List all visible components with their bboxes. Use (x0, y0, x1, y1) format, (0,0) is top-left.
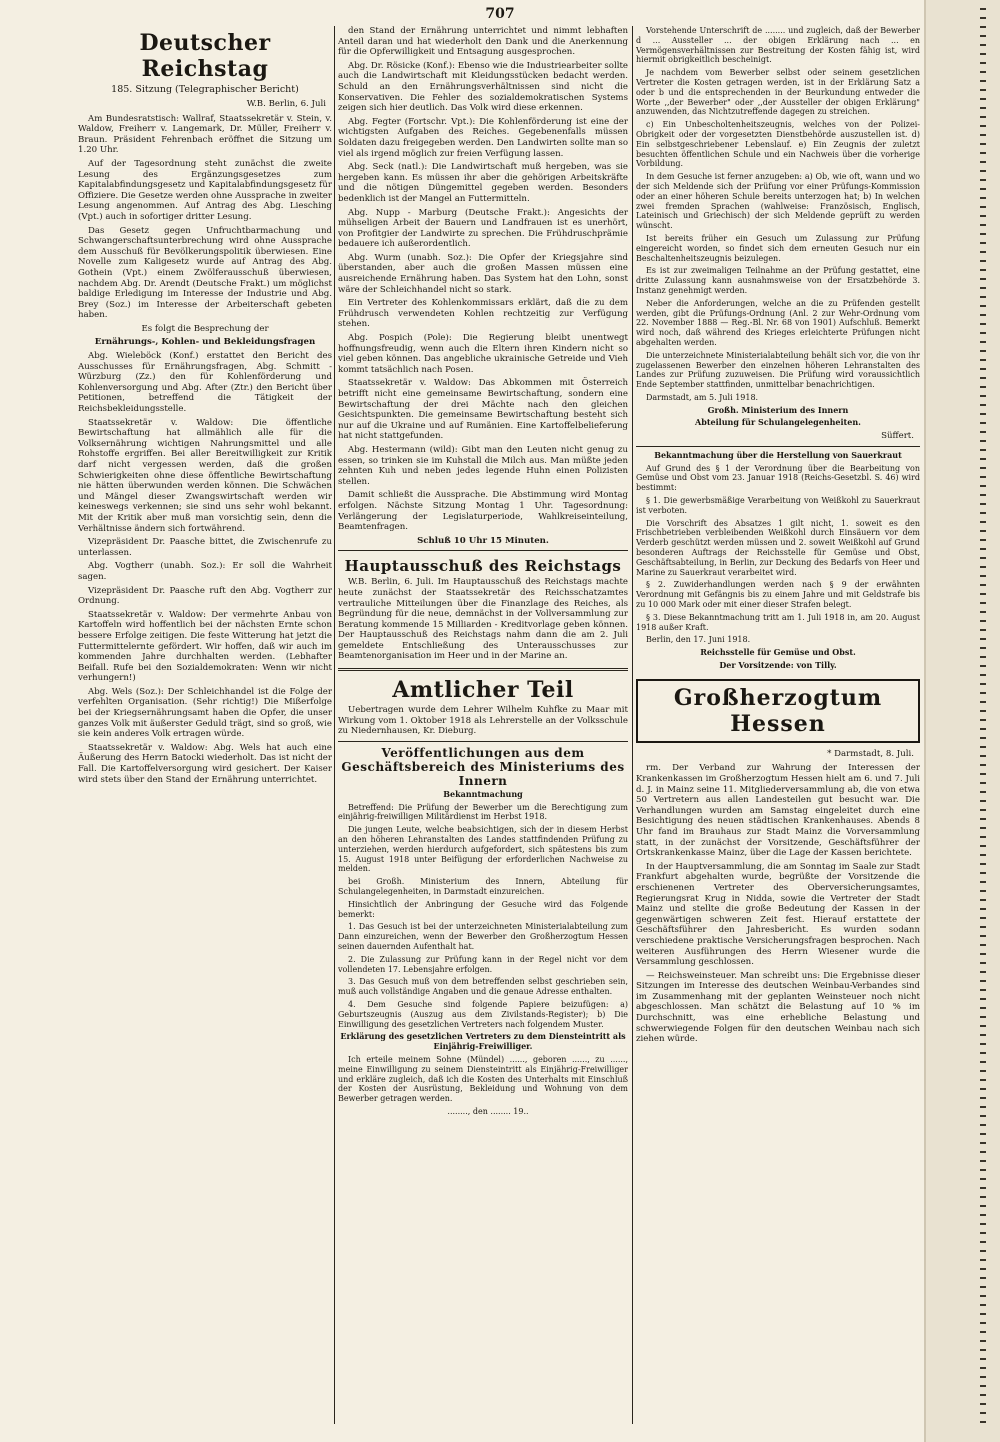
paragraph: Abg. Fegter (Fortschr. Vpt.): Die Kohlenförderung ist eine der wichtigsten Aufgaben des Reiches. Gegebenenfalls müssen Soldaten dazu freigegeben werden. Den Landwirten sollte man so viel als irgend möglich zur freien Verfügung lassen. (338, 116, 628, 159)
section-title-hessen: Großherzogtum Hessen (673, 684, 883, 737)
paragraph: den Stand der Ernährung unterrichtet und nimmt lebhaften Anteil daran und hat wiederholt den Dank und die Anerkennung für die Opferwilligkeit und Entsagung ausgesprochen. (338, 26, 628, 58)
closing-time: Schluß 10 Uhr 15 Minuten. (417, 535, 549, 546)
scan-edge (924, 0, 1000, 1442)
paragraph: Die unterzeichnete Ministerialabteilung behält sich vor, die von ihr zugelassenen Bewerber den einzelnen höheren Lehranstalten des Landes zur Prüfung zuzuweisen. Die Prüfung wird voraussichtlich Ende September stattfinden, unmittelbar benachrichtigen. (636, 350, 920, 390)
paragraph: In dem Gesuche ist ferner anzugeben: a) Ob, wie oft, wann und wo der sich Meldende sich der Prüfung vor einer Prüfungs-Kommission oder an einer höheren Schule bereits unterzogen hat; b) In welchen zwei fremden Sprachen (wahlweise: Französisch, Englisch, Lateinisch und Griechisch) der sich Meldende geprüft zu werden wünscht. (636, 172, 920, 231)
date-line: Darmstadt, am 5. Juli 1918. (646, 392, 759, 402)
page-number: 707 (485, 6, 515, 22)
column-right (636, 26, 920, 1426)
paragraph: Neber die Anforderungen, welche an die zu Prüfenden gestellt werden, gibt die Prüfungs-Ordnung (Anl. 2 zur Wehr-Ordnung vom 22. November 1888 — Reg.-Bl. Nr. 68 von 1901) Aufschluß. Bemerkt wird noch, daß während des Krieges erleichterte Prüfungen nicht abgehalten werden. (636, 298, 920, 347)
signature: Reichsstelle für Gemüse und Obst. (700, 647, 856, 658)
paragraph: Damit schließt die Aussprache. Die Abstimmung wird Montag erfolgen. Nächste Sitzung Montag 1 Uhr. Tagesordnung: Verlängerung der Legislaturperiode, Wahlkreiseinteilung, Beamtenfragen. (338, 490, 628, 533)
paragraph: Abg. Wels (Soz.): Der Schleichhandel ist die Folge der verfehlten Organisation. (Sehr richtig!) Die Mißerfolge bei der Kriegsernährungsamt haben die Opfer, die unser ganzes Volk mit äußerster Geduld trägt, sind so groß, wie sie kein anderes Volk ertragen würde. (78, 686, 332, 740)
paragraph: bei Großh. Ministerium des Innern, Abteilung für Schulangelegenheiten, in Darmstadt einzureichen. (338, 877, 628, 897)
paragraph: Abg. Nupp - Marburg (Deutsche Frakt.): Angesichts der mühseligen Arbeit der Bauern und Landfrauen ist es unerhört, von Profitgier der Landwirte zu sprechen. Die Frühdruschprämie bedauere ich außerordentlich. (338, 207, 628, 250)
section-title-hauptausschuss: Hauptausschuß des Reichstags (344, 557, 622, 576)
divider (338, 550, 628, 551)
paragraph: Vizepräsident Dr. Paasche ruft den Abg. Vogtherr zur Ordnung. (78, 585, 332, 607)
signature: Der Vorsitzende: von Tilly. (719, 660, 837, 671)
paragraph: Staatssekretär v. Waldow: Der vermehrte Anbau von Kartoffeln wird hoffentlich bei der nächsten Ernte schon bessere Erfolge zeitigen. Die feste Witterung hat jetzt die Futtermittelernte gefördert. Wir hoffen, daß wir auch im kommenden Jahre durchhalten werden. (Lebhafter Beifall. Rufe bei den Sozialdemokraten: Wenn wir nicht verhungern!) (78, 609, 332, 684)
paragraph: Es folgt die Besprechung der (141, 323, 269, 334)
section-title-reichstag: Deutscher Reichstag (139, 30, 271, 82)
paragraph: Abg. Pospich (Pole): Die Regierung bleibt unentwegt hoffnungsfreudig, wenn auch die Eltern ihren Kindern nicht so viel geben können. Das angebliche ukrainische Getreide und Vieh kommt tatsächlich nach Posen. (338, 333, 628, 375)
paragraph: Vizepräsident Dr. Paasche bittet, die Zwischenrufe zu unterlassen. (78, 537, 332, 558)
column-rule-2 (632, 26, 633, 1424)
paragraph: Staatssekretär v. Waldow: Abg. Wels hat auch eine Äußerung des Herrn Batocki wiederholt. Das ist nicht der Fall. Die Kartoffelversorgung wird gesichert. Der Kaiser wird stets über den Stand der Ernährung unterrichtet. (78, 742, 332, 785)
signature: Abteilung für Schulangelegenheiten. (695, 417, 861, 428)
signature: Süffert. (881, 431, 914, 442)
section-subtitle: 185. Sitzung (Telegraphischer Bericht) (111, 84, 299, 95)
ruler-marks (980, 8, 986, 1428)
column-rule-1 (334, 26, 335, 1424)
paragraph: In der Hauptversammlung, die am Sonntag im Saale zur Stadt Frankfurt abgehalten wurde, begrüßte der Vorsitzende die erschienenen Vertreter des Oberversicherungsamtes, Regierungsrat Krug in Nidda, sowie die Vertreter der Stadt Mainz und stellte die große Bedeutung der Kassen in der gegenwärtigen schweren Zeit fest. Hierauf erstattete der Geschäftsführer den Jahresbericht. Es wurden sodann verschiedene praktische Versicherungsfragen besprochen. Nach weiteren Ausführungen des Herrn Wiesener wurde die Versammlung geschlossen. (636, 861, 920, 968)
paragraph: Die jungen Leute, welche beabsichtigen, sich der in diesem Herbst an den höheren Lehranstalten des Landes stattfindenden Prüfung zu unterziehen, werden hierdurch aufgefordert, sich spätestens bis zum 15. August 1918 unter Beifügung der erforderlichen Nachweise zu melden. (338, 825, 628, 874)
paragraph: Am Bundesratstisch: Wallraf, Staatssekretär v. Stein, v. Waldow, Freiherr v. Langemark, Dr. Müller, Freiherr v. Braun. Präsident Fehrenbach eröffnet die Sitzung um 1.20 Uhr. (78, 113, 332, 156)
paragraph: § 3. Diese Bekanntmachung tritt am 1. Juli 1918 in, am 20. August 1918 außer Kraft. (636, 612, 920, 632)
divider (338, 741, 628, 742)
paragraph: — Reichsweinsteuer. Man schreibt uns: Die Ergebnisse dieser Sitzungen im Interesse des deutschen Weinbau-Verbandes sind im Zusammenhang mit der geplanten Weinsteuer noch nicht abgeschlossen. Man schätzt die Belastung auf 10 % im Durchschnitt, was eine erhebliche Belastung und schwerwiegende Folgen für den deutschen Weinbau nach sich ziehen würde. (636, 970, 920, 1045)
paragraph: Ist bereits früher ein Gesuch um Zulassung zur Prüfung eingereicht worden, so findet sich dem erneuten Gesuch nur ein Beschaltenheitszeugnis beizulegen. (636, 233, 920, 263)
paragraph: W.B. Berlin, 6. Juli. Im Hauptausschuß des Reichstags machte heute zunächst der Staatssekretär des Reichsschatzamtes vertrauliche Mitteilungen über die Finanzlage des Reiches, als Begründung für die neue, demnächst in der Vollversammlung zur Beratung kommende 15 Milliarden - Kreditvorlage geben können. Der Hauptausschuß des Reichstags nahm dann die am 2. Juli gemeldete Entschließung des Unterausschusses zur Beamtenorganisation im Heer und in der Marine an. (338, 577, 628, 662)
date-line: ........, den ........ 19.. (447, 1106, 529, 1116)
paragraph: Ich erteile meinem Sohne (Mündel) ......, geboren ......, zu ......, meine Einwilligung zu seinem Diensteintritt als Einjährig-Freiwilliger und erkläre zugleich, daß ich die Kosten des Unterhalts mit Einschluß der Kosten der Ausrüstung, Bekleidung und Wohnung von dem Bewerber getragen werden. (338, 1054, 628, 1104)
divider (636, 446, 920, 447)
paragraph: Abg. Seck (natl.): Die Landwirtschaft muß hergeben, was sie hergeben kann. Es müssen ihr aber die gehörigen Arbeitskräfte und die nötigen Düngemittel gegeben werden. Besonders bedenklich ist der Mangel an Futtermitteln. (338, 162, 628, 204)
paragraph: Staatssekretär v. Waldow: Die öffentliche Bewirtschaftung hat allmählich alle für die Volksernährung wichtigen Nahrungsmittel und alle Rohstoffe ergriffen. Bei aller Bereitwilligkeit zur Kritik darf nicht vergessen werden, daß die großen Schwierigkeiten ohne diese öffentliche Bewirtschaftung nie hätten überwunden werden können. Die Schwächen und Mängel dieser Zwangswirtschaft werden wir keineswegs verkennen; sie sind uns sehr wohl bekannt. Mit der Kritik aber muß man vorsichtig sein, denn die Verhältnisse ändern sich fortwährend. (78, 417, 332, 534)
list-item: 4. Dem Gesuche sind folgende Papiere beizufügen: a) Geburtszeugnis (Auszug aus dem Zivilstands-Register); b) Die Einwilligung des gesetzlichen Vertreters nach folgendem Muster. (338, 999, 628, 1029)
list-item: 1. Das Gesuch ist bei der unterzeichneten Ministerialabteilung zum Dann einzureichen, wenn der Bewerber den Großherzogtum Hessen seinen dauernden Aufenthalt hat. (338, 922, 628, 951)
paragraph: Abg. Wieleböck (Konf.) erstattet den Bericht des Ausschusses für Ernährungsfragen, Abg. Schmitt - Würzburg (Zz.) den für Kohlenförderung und Kohlenversorgung und Abg. After (Ztr.) den Bericht über Petitionen, betreffend die Tätigkeit der Reichsbekleidungsstelle. (78, 351, 332, 415)
paragraph: Es ist zur zweimaligen Teilnahme an der Prüfung gestattet, eine dritte Zulassung kann ausnahmsweise von der Ersatzbehörde 3. Instanz genehmigt werden. (636, 266, 920, 295)
paragraph: rm. Der Verband zur Wahrung der Interessen der Krankenkassen im Großherzogtum Hessen hielt am 6. und 7. Juli d. J. in Mainz seine 11. Mitgliederversammlung ab, die von etwa 50 Vertretern aus allen Landesteilen gut besucht war. Die Verhandlungen wurden am Samstag eingeleitet durch eine Besichtigung des neuen städtischen Krankenhauses. Abends 8 Uhr fand im Brauhaus zur Stadt Mainz die Vorversammlung statt, in der zunächst der Vorsitzende, Geschäftsführer der Ortskrankenkasse Mainz, über die Lage der Kassen berichtete. (636, 763, 920, 859)
paragraph: Hinsichtlich der Anbringung der Gesuche wird das Folgende bemerkt: (338, 899, 628, 919)
column-middle (338, 26, 628, 1426)
subheading: Ernährungs-, Kohlen- und Bekleidungsfragen (94, 337, 316, 348)
column-left (78, 26, 332, 1426)
paragraph: Abg. Wurm (unabh. Soz.): Die Opfer der Kriegsjahre sind überstanden, aber auch die großen Massen müssen eine ausreichende Ernährung haben. Das System hat den Lohn, sonst wäre der Schleichhandel nicht so stark. (338, 252, 628, 295)
dateline: W.B. Berlin, 6. Juli (246, 99, 326, 109)
paragraph: Abg. Dr. Rösicke (Konf.): Ebenso wie die Industriearbeiter sollte auch die Landwirtschaft mit Kleidungsstücken bedacht werden. Schuld an den Ernährungsverhältnissen sind nicht die Konservativen. Die Fehler des sozialdemokratischen Systems zeigen sich hier deutlich. Das Volk wird diese erkennen. (338, 60, 628, 114)
paragraph: Staatssekretär v. Waldow: Das Abkommen mit Österreich betrifft nicht eine gemeinsame Bewirtschaftung, sondern eine Bewirtschaftung der drei Mächte nach den gleichen Gesichtspunkten. Die gemeinsame Bewirtschaftung besteht sich nur auf die Ukraine und auf Rumänien. Eine Kartoffelbelieferung hat nicht stattgefunden. (338, 378, 628, 442)
paragraph: Die Vorschrift des Absatzes 1 gilt nicht, 1. soweit es den Frischbetrieben verbleibenden Weißkohl durch Einsäuern vor dem Verderb geschützt werden müssen und 2. soweit Weißkohl auf Grund besonderen Auftrags der Reichsstelle für Gemüse und Obst, Geschäftsabteilung, in Berlin, zur Deckung des Bedarfs von Heer und Marine zu Sauerkraut verarbeitet wird. (636, 518, 920, 577)
section-title-amtlicher-teil: Amtlicher Teil (392, 677, 574, 704)
paragraph: Das Gesetz gegen Unfruchtbarmachung und Schwangerschaftsunterbrechung wird ohne Aussprache dem Ausschuß für Bevölkerungspolitik überwiesen. Eine Novelle zum Kaligesetz wurde auf Antrag des Abg. Gothein (Vpt.) einem Zwölferausschuß überwiesen, nachdem Abg. Dr. Arendt (Deutsche Frakt.) um möglichst baldige Erledigung im Interesse der Industrie und Abg. Brey (Soz.) im Interesse der Arbeiterschaft gebeten haben. (78, 225, 332, 321)
paragraph: Auf Grund des § 1 der Verordnung über die Bearbeitung von Gemüse und Obst vom 23. Januar 1918 (Reichs-Gesetzbl. S. 46) wird bestimmt: (636, 463, 920, 493)
paragraph: Vorstehende Unterschrift de ........ und zugleich, daß der Bewerber d ... Aussteller ... der obigen Erklärung nach ... en Vermögensverhältnissen zur Bestreitung der Kosten fähig ist, wird hiermit obrigkeitlich bescheinigt. (636, 26, 920, 65)
paragraph: Ein Vertreter des Kohlenkommissars erklärt, daß die zu dem Frühdrusch verwendeten Kohlen rechtzeitig zur Verfügung stehen. (338, 298, 628, 330)
list-item: 3. Das Gesuch muß von dem betreffenden selbst geschrieben sein, muß auch vollständige Angaben und die genaue Adresse enthalten. (338, 977, 628, 997)
divider (338, 668, 628, 671)
dateline: * Darmstadt, 8. Juli. (827, 748, 914, 759)
paragraph: § 1. Die gewerbsmäßige Verarbeitung von Weißkohl zu Sauerkraut ist verboten. (636, 496, 920, 515)
subheading: Bekanntmachung über die Herstellung von Sauerkraut (654, 449, 902, 460)
paragraph: Abg. Hestermann (wild): Gibt man den Leuten nicht genug zu essen, so trinken sie im Kuhstall die Milch aus. Man müßte jeden zehnten Kuh und neben jedes legende Huhn einen Polizisten stellen. (338, 444, 628, 487)
subheading: Bekanntmachung (443, 788, 523, 799)
paragraph: § 2. Zuwiderhandlungen werden nach § 9 der erwähnten Verordnung mit Gefängnis bis zu einem Jahre und mit Geldstrafe bis zu 10 000 Mark oder mit einer dieser Strafen belegt. (636, 580, 920, 610)
paragraph: Auf der Tagesordnung steht zunächst die zweite Lesung des Ergänzungsgesetzes zum Kapitalabfindungsgesetz und Kapitalabfindungsgesetz für Offiziere. Die Gesetze werden ohne Aussprache in zweiter Lesung angenommen. Auf Antrag des Abg. Liesching (Vpt.) auch in sofortiger dritter Lesung. (78, 158, 332, 222)
section-title-ministerium: Veröffentlichungen aus dem Geschäftsbereich des Ministeriums des Innern (341, 745, 625, 788)
paragraph: Betreffend: Die Prüfung der Bewerber um die Berechtigung zum einjährig-freiwilligen Militärdienst im Herbst 1918. (338, 802, 628, 822)
paragraph: c) Ein Unbescholtenheitszeugnis, welches von der Polizei-Obrigkeit oder der vorgesetzten Dienstbehörde auszustellen ist. d) Ein selbstgeschriebener Lebenslauf. e) Ein Zeugnis der zuletzt besuchten öffentlichen Schule und ein Nachweis über die vorherige Vorbildung. (636, 120, 920, 169)
paragraph: Uebertragen wurde dem Lehrer Wilhelm Kuhfke zu Maar mit Wirkung vom 1. Oktober 1918 als Lehrerstelle an der Volksschule zu Niedernhausen, Kr. Dieburg. (338, 705, 628, 737)
section-box (636, 679, 920, 743)
subheading: Erklärung des gesetzlichen Vertreters zu dem Diensteintritt als Einjährig-Freiwilliger. (340, 1031, 626, 1052)
date-line: Berlin, den 17. Juni 1918. (646, 635, 751, 645)
paragraph: Je nachdem vom Bewerber selbst oder seinem gesetzlichen Vertreter die Kosten getragen werden, ist in der Erklärung Satz a oder b und die entsprechenden in der Beurkundung entweder die Worte ,,der Bewerber" oder ,,der Aussteller der obigen Erklärung" anzuwenden, das Nichtzutreffende dagegen zu streichen. (636, 68, 920, 117)
signature: Großh. Ministerium des Innern (707, 404, 849, 415)
paragraph: Abg. Vogtherr (unabh. Soz.): Er soll die Wahrheit sagen. (78, 561, 332, 582)
list-item: 2. Die Zulassung zur Prüfung kann in der Regel nicht vor dem vollendeten 17. Lebensjahre erfolgen. (338, 954, 628, 974)
